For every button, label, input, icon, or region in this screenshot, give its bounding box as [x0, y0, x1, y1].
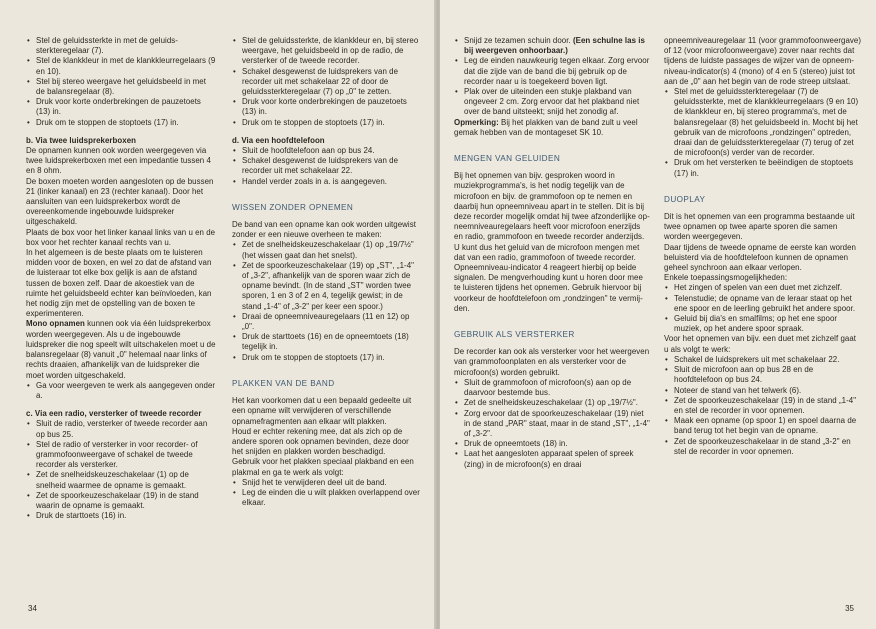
amplifier-bullets	[454, 378, 650, 470]
paragraph: Het kan voorkomen dat u een bepaald gedeelte uit een opname wilt verwijderen of verschillende opnamefragmenten aan elkaar wilt plakken.	[232, 396, 412, 426]
list-item: • Schakel desgewenst de luidsprekers van de recorder uit met schakelaar 22.	[232, 156, 422, 176]
list-item: • Druk om te stoppen de stoptoets (17) in.	[26, 118, 216, 128]
list-item: • Druk om het versterken te beëindigen de stoptoets (17) in.	[664, 158, 862, 178]
mono-text: kunnen ook via één luidsprekerbox worden weergegeven. Als u de ingebouwde luidspreker die nog speelt wilt uitschakelen moet u de balansregelaar (8) vanuit „0" helemaal naar links of rechts draaien, afhankelijk van de luidspreker die moet worden uitgeschakeld.	[26, 319, 216, 380]
list-item: • Stel de geluidssterkte in met de geluidssterkteregelaar (7).	[26, 36, 216, 56]
list-item: • Het zingen of spelen van een duet met zichzelf.	[664, 283, 862, 293]
paragraph: In het algemeen is de beste plaats om te luisteren midden voor de boxen, en wel zo dat de afstand van de luisteraar tot elke box gelijk is aan de afstand tussen de boxen zelf. Daar de akoestiek van de ruimte het geluidsbeeld echter kan beïnvloeden, kan het nodig zijn met de opstelling van de boxen te experimenteren.	[26, 248, 212, 319]
mono-lead: Mono opnamen	[26, 319, 85, 329]
list-item: • Stel met de geluidssterkteregelaar (7) de geluidssterkte, met de klankkleurregelaars (9 en 10) de klankkleur en, bij stereo programma's, met de balansregelaar (8) het geluidsbeeld in. Mocht bij het gebruik van de microfoons „rondzingen" optreden, draai dan de geluidssterkteregelaar (7) terug of zet de microfoon(s) verder van de recorder.	[664, 87, 862, 158]
erase-bullets	[232, 240, 422, 362]
list-item: • Snijd het te verwijderen deel uit de band.	[232, 478, 422, 488]
playback-speaker-bullets	[26, 36, 216, 128]
paragraph: Houd er echter rekening mee, dat als zich op de andere sporen ook opnamen bevinden, deze door het snijden en plakken worden beschadigd.	[232, 426, 409, 457]
subheading-b: b. Via twee luidsprekerboxen	[26, 135, 137, 145]
bullet-list	[664, 87, 862, 179]
note-text: Bij het plakken van de band zult u veel gemak hebben van de montageset SK 10.	[454, 117, 638, 137]
list-item: • Leg de einden die u wilt plakken overlappend over elkaar.	[232, 488, 422, 508]
list-item: • Zet de spoorkeuzeschakelaar in de stand „3-2" en stel de recorder in voor opnemen.	[664, 437, 862, 457]
duoplay-uses-bullets	[664, 283, 862, 334]
left-column-1	[26, 36, 216, 521]
paragraph: Plaats de box voor het linker kanaal links van u en de box voor het rechter kanaal rechts van u.	[26, 227, 216, 247]
list-item: • Draai de opneemniveauregelaars (11 en 12) op „0".	[232, 312, 422, 332]
paragraph: Daar tijdens de tweede opname de eerste kan worden beluisterd via de hoofdtelefoon kunnen de opnamen geheel synchroon aan elkaar verlopen.	[664, 242, 856, 273]
list-item: • Druk de opneemtoets (18) in.	[454, 439, 650, 449]
list-item: • Zet de snelheidskeuzeschakelaar (1) op „19/7½".	[454, 398, 650, 408]
list-item: • Geluid bij dia's en smalfilms; op het ene spoor muziek, op het andere spoor spraak.	[664, 314, 862, 334]
list-item: • Telenstudie; de opname van de leraar staat op het ene spoor en de leerling gebruikt het andere spoor.	[664, 294, 862, 314]
list-item: • Druk om te stoppen de stoptoets (17) in.	[232, 118, 422, 128]
list-item: • Noteer de stand van het telwerk (6).	[664, 386, 862, 396]
list-item: • Maak een opname (op spoor 1) en spoel daarna de band terug tot het begin van de opname.	[664, 416, 862, 436]
list-item: • Zet de spoorkeuzeschakelaar (19) in de stand waarin de opname is gemaakt.	[26, 491, 216, 511]
list-item: • Sluit de grammofoon of microfoon(s) aan op de daarvoor bestemde bus.	[454, 378, 650, 398]
list-item: • Druk voor korte onderbrekingen de pauzetoets (13) in.	[26, 97, 216, 117]
list-item: • Plak over de uiteinden een stukje plakband van ongeveer 2 cm. Zorg ervoor dat het plakband niet over de band uitsteekt; snijd het zonodig af.	[454, 87, 650, 118]
duoplay-steps-bullets	[664, 355, 862, 457]
list-item: • Laat het aangesloten apparaat spelen of spreek (zing) in de microfoon(s) en draai	[454, 449, 650, 469]
list-item: • Stel de geluidssterkte, de klankkleur en, bij stereo weergave, het geluidsbeeld in op de radio, de versterker of de tweede recorder.	[232, 36, 422, 67]
list-item: • Sluit de hoofdtelefoon aan op bus 24.	[232, 146, 422, 156]
list-item: • Schakel desgewenst de luidsprekers van de recorder uit met schakelaar 22 of door de geluidssterkteregelaar (7) op „0" te zetten.	[232, 67, 422, 98]
list-item: • Zet de spoorkeuzeschakelaar (19) in de stand „1-4" en stel de recorder in voor opnemen.	[664, 396, 862, 416]
list-item: • Handel verder zoals in a. is aangegeven.	[232, 177, 422, 187]
list-item: • Zorg ervoor dat de spoorkeuzeschakelaar (19) niet in de stand „PAR" staat, maar in de stand „ST", „1-4" of „3-2".	[454, 409, 650, 440]
list-item: • Zet de snelheidskeuzeschakelaar (1) op „19/7½" (het wissen gaat dan het snelst).	[232, 240, 422, 260]
section-heading-duoplay: DUOPLAY	[664, 194, 706, 204]
list-item: • Druk voor korte onderbrekingen de pauzetoets (13) in.	[232, 97, 422, 117]
subheading-d: d. Via een hoofdtelefoon	[232, 135, 325, 145]
list-item: • Stel bij stereo weergave het geluidsbeeld in met de balansregelaar (8).	[26, 77, 216, 97]
paragraph: De recorder kan ook als versterker voor het weergeven van grammofoonplaten en als versterker voor de microfoon(s) worden gebruikt.	[454, 347, 650, 377]
note-paragraph	[454, 118, 650, 138]
left-page	[0, 0, 436, 629]
list-item: • Druk de starttoets (16) in.	[26, 511, 216, 521]
list-item: • Leg de einden nauwkeurig tegen elkaar. Zorg ervoor dat die zijde van de band die bij gebruik op de recorder naar u is toegekeerd boven ligt.	[454, 56, 650, 87]
paragraph: De band van een opname kan ook worden uitgewist zonder er een nieuwe overheen te maken:	[232, 220, 416, 240]
page-number: 34	[28, 604, 37, 613]
paragraph: opneemniveauregelaar 11 (voor grammofoonweergave) of 12 (voor microfoonweergave) zover naar rechts dat tijdens de luidste passages de wijzer van de opneemniveau-indicator(s) 4 (mono) of 4 en 5 (stereo) juist tot aan de „0" aan het begin van de rode streep uitslaat.	[664, 36, 862, 86]
list-item-text: Snijd ze tezamen schuin door.	[464, 36, 573, 45]
right-column-2	[664, 36, 862, 457]
list-item: • Sluit de radio, versterker of tweede recorder aan op bus 25.	[26, 419, 216, 439]
paragraph: Bij het opnemen van bijv. gesproken woord in muziekprogramma's, is het nodig tegelijk van de microfoon en bijv. de grammofoon op te nemen en daarbij hun opneemniveau apart in te stellen. Dit is bij deze recorder mogelijk omdat hij twee afzonderlijke opneemniveauregelaars heeft voor microfoon enerzijds en radio, grammofoon en tweede recorder anderzijds. U kunt dus het geluid van de microfoon mengen met dat van een radio, grammofoon of tweede recorder. Opneemniveau-indicator 4 reageert hierbij op beide signalen. De mengverhouding kunt u horen door mee te luisteren tijdens het opnemen. Gebruik hiervoor bij voorkeur de hoofdtelefoon om „rondzingen" te vermijden.	[454, 171, 650, 313]
paragraph: Enkele toepassingsmogelijkheden:	[664, 273, 788, 283]
list-item-bold-note: (Een schulne las is bij weergeven onhoorbaar.)	[464, 36, 645, 56]
right-page	[440, 0, 876, 629]
list-item: • Sluit de microfoon aan op bus 28 en de hoofdtelefoon op bus 24.	[664, 365, 862, 385]
mono-paragraph	[26, 319, 216, 380]
headphone-bullets	[232, 146, 422, 187]
list-item: • Druk om te stoppen de stoptoets (17) in.	[232, 353, 422, 363]
list-item: • Schakel de luidsprekers uit met schakelaar 22.	[664, 355, 862, 365]
list-item: • Ga voor weergeven te werk als aangegeven onder a.	[26, 381, 216, 401]
paragraph: Voor het opnemen van bijv. een duet met zichzelf gaat u als volgt te werk:	[664, 334, 856, 354]
paragraph: Dit is het opnemen van een programma bestaande uit twee opnamen op twee aparte sporen die samen worden weergegeven.	[664, 212, 855, 242]
subheading-c: c. Via een radio, versterker of tweede recorder	[26, 409, 202, 419]
paragraph: Gebruik voor het plakken speciaal plakband en een plakmal en ga te werk als volgt:	[232, 457, 414, 477]
paragraph: De boxen moeten worden aangesloten op de bussen 21 (linker kanaal) en 23 (rechter kanaal). Door het aansluiten van een luidsprekerbox wordt de overeenkomende ingebouwde luidspreker uitgeschakeld.	[26, 176, 214, 227]
section-heading-versterker: GEBRUIK ALS VERSTERKER	[454, 330, 575, 340]
left-column-2	[232, 36, 422, 508]
section-heading-wissen: WISSEN ZONDER OPNEMEN	[232, 202, 354, 212]
list-item: • Stel de klankkleur in met de klankkleurregelaars (9 en 10).	[26, 56, 216, 76]
splice-bullets	[232, 478, 422, 509]
bullet-list	[454, 36, 650, 118]
bullet-list	[26, 381, 216, 401]
paragraph: De opnamen kunnen ook worden weergegeven via twee luidsprekerboxen met een impedantie tussen 4 en 8 ohm.	[26, 146, 211, 176]
right-column-1	[454, 36, 650, 470]
list-item: • Stel de radio of versterker in voor recorder- of grammofoonweergave of schakel de tweede recorder als versterker.	[26, 440, 216, 471]
page-number: 35	[845, 604, 854, 613]
list-item: • Zet de snelheidskeuzeschakelaar (1) op de snelheid waarmee de opname is gemaakt.	[26, 470, 216, 490]
list-item: • Druk de starttoets (16) en de opneemtoets (18) tegelijk in.	[232, 332, 422, 352]
section-heading-mengen: MENGEN VAN GELUIDEN	[454, 154, 561, 164]
list-item	[454, 36, 650, 56]
section-heading-plakken: PLAKKEN VAN DE BAND	[232, 378, 335, 388]
bullet-list	[232, 36, 422, 128]
radio-bullets	[26, 419, 216, 521]
list-item: • Zet de spoorkeuzeschakelaar (19) op „ST", „1-4" of „3-2", afhankelijk van de sporen waar zich de opname bevindt. (In de stand „ST" worden twee sporen, 1 en 3 of 2 en 4, tegelijk gewist; in de stand „1-4" of „3-2" per keer een spoor.)	[232, 261, 422, 312]
note-lead: Opmerking:	[454, 117, 499, 127]
